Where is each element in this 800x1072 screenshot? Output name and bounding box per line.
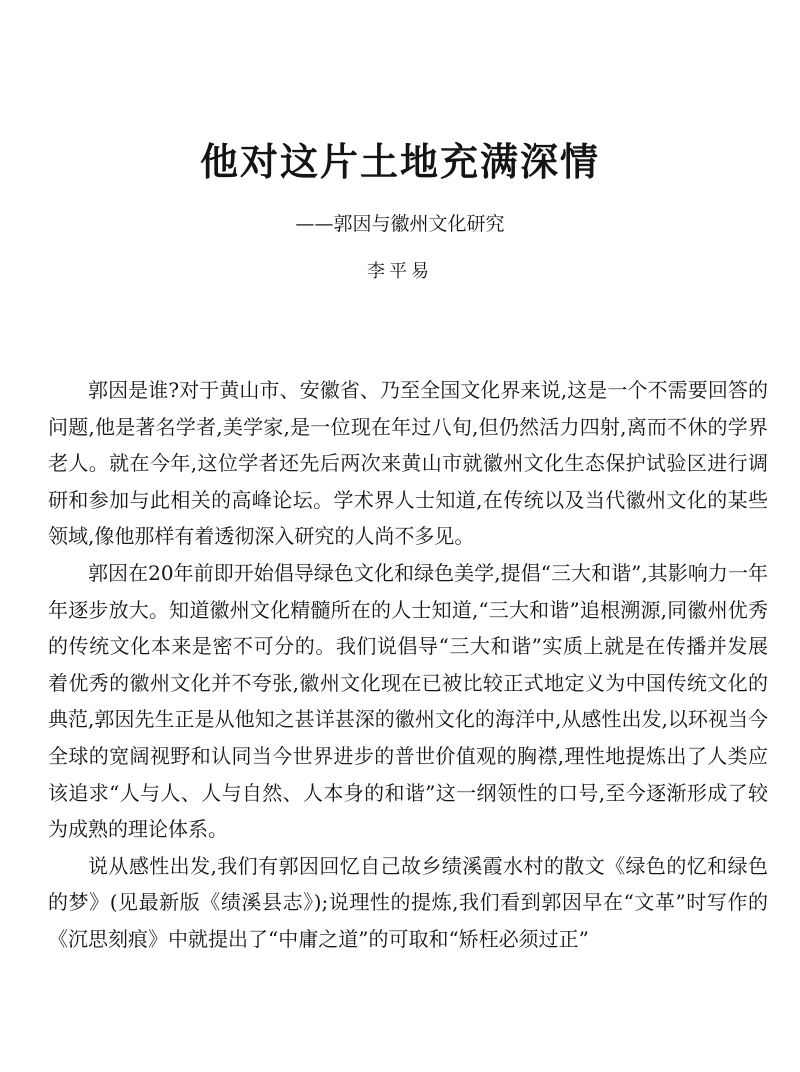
paragraph-3: 说从感性出发,我们有郭因回忆自己故乡绩溪霞水村的散文《绿色的忆和绿色的梦》(见最新版《绩溪县志》);说理性的提炼,我们看到郭因早在“文革”时写作的《沉思刻痕》中就提出了“中庸之道”的可取和“矫枉必须过正” (48, 853, 768, 951)
article-subtitle: ——郭因与徽州文化研究 (295, 213, 505, 235)
article-author: 李平易 (367, 261, 433, 282)
paragraph-1: 郭因是谁?对于黄山市、安徽省、乃至全国文化界来说,这是一个不需要回答的问题,他是著名学者,美学家,是一位现在年过八旬,但仍然活力四射,离而不休的学界老人。就在今年,这位学者还先后两次来黄山市就徽州文化生态保护试验区进行调研和参加与此相关的高峰论坛。学术界人士知道,在传统以及当代徽州文化的某些领域,像他那样有着透彻深入研究的人尚不多见。 (48, 378, 768, 549)
paragraph-2: 郭因在20年前即开始倡导绿色文化和绿色美学,提倡“三大和谐”,其影响力一年年逐步放大。知道徽州文化精髓所在的人士知道,“三大和谐”追根溯源,同徽州优秀的传统文化本来是密不可分的。我们说倡导“三大和谐”实质上就是在传播并发展着优秀的徽州文化并不夸张,徽州文化现在已被比较正式地定义为中国传统文化的典范,郭因先生正是从他知之甚详甚深的徽州文化的海洋中,从感性出发,以环视当今全球的宽阔视野和认同当今世界进步的普世价值观的胸襟,理性地提炼出了人类应该追求“人与人、人与自然、人本身的和谐”这一纲领性的口号,至今逐渐形成了较为成熟的理论体系。 (48, 560, 768, 842)
article-title: 他对这片土地充满深情 (199, 139, 600, 184)
article-body (48, 372, 768, 958)
